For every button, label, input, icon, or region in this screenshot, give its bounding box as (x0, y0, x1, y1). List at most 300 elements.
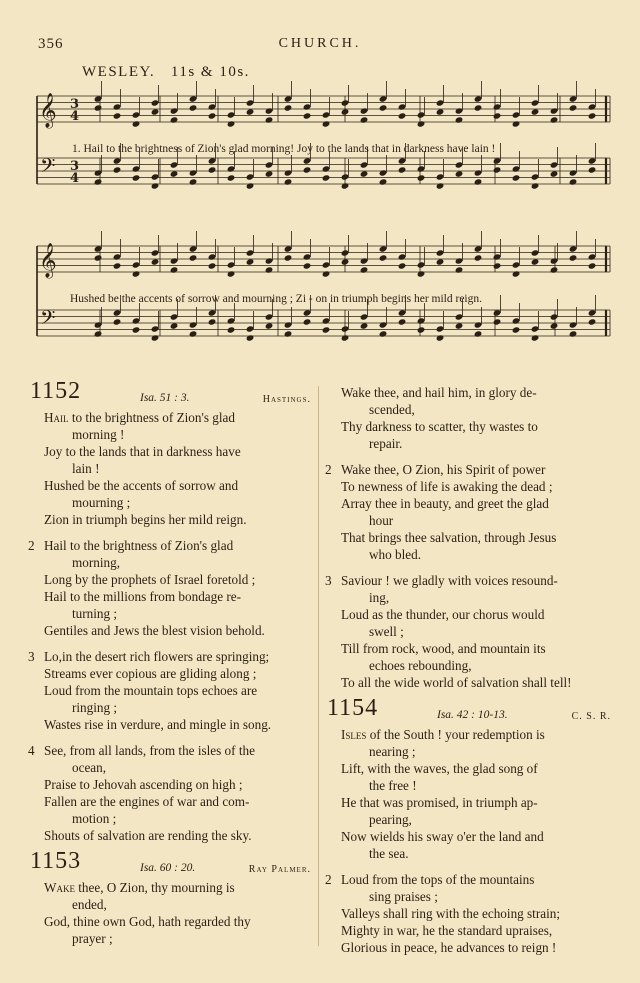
note-head (379, 104, 388, 111)
note-head (531, 182, 540, 189)
stanza (325, 726, 613, 862)
note-head (208, 112, 217, 119)
note-head (569, 254, 578, 261)
note-head (569, 95, 578, 102)
note-head (189, 254, 198, 261)
note-head (474, 178, 483, 185)
verse-line: Thy darkness to scatter, thy wastes to (341, 419, 538, 434)
verse-line: lain ! (72, 461, 100, 476)
note-head (151, 334, 160, 341)
note-head (417, 120, 426, 127)
note-head (398, 318, 407, 325)
note-head (474, 169, 483, 176)
verse-line: To newness of life is awaking the dead ; (341, 479, 553, 494)
verse-line: Praise to Jehovah ascending on high ; (44, 777, 243, 792)
note-head (303, 253, 312, 260)
verse-line: swell ; (369, 624, 404, 639)
time-signature: 3 (70, 159, 80, 174)
note-head (588, 166, 597, 173)
note-head (417, 165, 426, 172)
note-head (113, 112, 122, 119)
note-head (151, 108, 160, 115)
verse-line: Hail to the brightness of Zion's glad (44, 538, 234, 553)
first-word: Wake (44, 880, 75, 895)
verse-line: Lo,in the desert rich flowers are springing; (44, 649, 270, 664)
verse-line: Wastes rise in verdure, and mingle in song. (44, 717, 272, 732)
verse-line: Valleys shall ring with the echoing strain; (341, 906, 561, 921)
note-head (132, 120, 141, 127)
note-head (94, 178, 103, 185)
verse-line: Wake thee, O Zion, thy mourning is (44, 880, 235, 895)
note-head (113, 166, 122, 173)
verse-line: Shouts of salvation are rending the sky. (44, 828, 252, 843)
column-divider (318, 386, 319, 946)
note-head (512, 326, 521, 333)
left-column (28, 378, 313, 956)
hymn-1152-text (28, 409, 313, 844)
note-head (265, 170, 274, 177)
note-head (151, 173, 160, 180)
scripture-reference: Isa. 51 : 3. (140, 392, 190, 404)
verse-line: ing, (369, 590, 390, 605)
first-word: Isles (341, 727, 367, 742)
note-head (284, 95, 293, 102)
note-head (379, 178, 388, 185)
verse-line: Array thee in beauty, and greet the glad (341, 496, 549, 511)
note-head (303, 318, 312, 325)
note-head (303, 309, 312, 316)
note-head (322, 120, 331, 127)
note-head (455, 266, 464, 273)
verse-line: repair. (369, 436, 403, 451)
note-head (512, 261, 521, 268)
verse-line: Fallen are the engines of war and com- (44, 794, 250, 809)
note-head (493, 309, 502, 316)
verse-line: Mighty in war, he the standard upraises, (341, 923, 553, 938)
note-head (588, 309, 597, 316)
verse-line: Hail to the millions from bondage re- (44, 589, 242, 604)
verse-line: Hushed be the accents of sorrow and (44, 478, 239, 493)
bass-clef-icon: 𝄢 (40, 306, 56, 334)
stanza-number: 4 (28, 743, 35, 758)
lyric-underlay-line-1: 1. Hail to the brightness of Zion's glad morning! Joy to the lands that in darkness have lain ! (72, 143, 496, 155)
note-head (189, 330, 198, 337)
note-head (341, 334, 350, 341)
note-head (436, 173, 445, 180)
note-head (455, 170, 464, 177)
note-head (531, 258, 540, 265)
verse-line: Now wields his sway o'er the land and (341, 829, 544, 844)
note-head (227, 120, 236, 127)
note-head (208, 262, 217, 269)
note-head (512, 270, 521, 277)
verse-line: prayer ; (72, 931, 113, 946)
note-head (113, 103, 122, 110)
note-head (550, 313, 559, 320)
tune-reference: Hastings. (262, 394, 311, 405)
note-head (455, 322, 464, 329)
note-head (246, 249, 255, 256)
verse-line: turning ; (72, 606, 118, 621)
note-head (531, 334, 540, 341)
note-head (113, 253, 122, 260)
verse-line: He that was promised, in triumph ap- (341, 795, 538, 810)
note-head (284, 254, 293, 261)
note-head (151, 249, 160, 256)
note-head (360, 322, 369, 329)
note-head (322, 317, 331, 324)
note-head (227, 111, 236, 118)
note-head (531, 173, 540, 180)
note-head (588, 253, 597, 260)
note-head (113, 157, 122, 164)
note-head (493, 166, 502, 173)
note-head (417, 317, 426, 324)
note-head (113, 262, 122, 269)
page-number: 356 (38, 36, 64, 52)
verse-line: Long by the prophets of Israel foretold ; (44, 572, 256, 587)
note-head (417, 174, 426, 181)
note-head (512, 317, 521, 324)
note-head (360, 266, 369, 273)
verse-line: God, thine own God, hath regarded thy (44, 914, 251, 929)
note-head (151, 182, 160, 189)
stanza-number: 2 (325, 462, 332, 477)
note-head (417, 261, 426, 268)
stanza (325, 871, 613, 956)
note-head (265, 107, 274, 114)
note-head (284, 169, 293, 176)
note-head (94, 254, 103, 261)
hymn-1153-continuation (325, 384, 613, 452)
note-head (94, 321, 103, 328)
note-head (303, 157, 312, 164)
stanza (28, 648, 313, 733)
note-head (284, 104, 293, 111)
note-head (246, 99, 255, 106)
note-head (265, 266, 274, 273)
note-head (379, 245, 388, 252)
note-head (436, 99, 445, 106)
note-head (493, 253, 502, 260)
note-head (417, 111, 426, 118)
note-head (132, 165, 141, 172)
note-head (417, 326, 426, 333)
stanza-number: 2 (325, 872, 332, 887)
note-head (455, 116, 464, 123)
note-head (474, 95, 483, 102)
note-head (569, 321, 578, 328)
note-head (588, 112, 597, 119)
note-head (531, 108, 540, 115)
note-head (379, 169, 388, 176)
note-head (322, 261, 331, 268)
note-head (94, 245, 103, 252)
page-header: CHURCH. (278, 36, 362, 51)
note-head (189, 321, 198, 328)
note-head (170, 257, 179, 264)
note-head (227, 261, 236, 268)
note-head (550, 107, 559, 114)
verse-line: motion ; (72, 811, 117, 826)
note-head (265, 161, 274, 168)
note-head (284, 178, 293, 185)
note-head (588, 103, 597, 110)
note-head (550, 116, 559, 123)
hymn-heading (28, 848, 313, 879)
verse-line: mourning ; (72, 495, 131, 510)
note-head (493, 318, 502, 325)
note-head (94, 169, 103, 176)
hymn-1153-stanzas (325, 461, 613, 691)
verse-line: the sea. (369, 846, 409, 861)
note-head (493, 112, 502, 119)
verse-line: who bled. (369, 547, 422, 562)
note-head (227, 165, 236, 172)
verse-line: To all the wide world of salvation shall tell! (341, 675, 572, 690)
note-head (132, 270, 141, 277)
note-head (341, 108, 350, 115)
note-head (151, 258, 160, 265)
note-head (151, 99, 160, 106)
verse-line: pearing, (369, 812, 412, 827)
note-head (550, 266, 559, 273)
note-head (588, 262, 597, 269)
note-head (246, 325, 255, 332)
note-head (455, 107, 464, 114)
treble-clef-icon: 𝄞 (39, 243, 57, 278)
note-head (227, 326, 236, 333)
note-head (227, 270, 236, 277)
note-head (170, 161, 179, 168)
note-head (208, 253, 217, 260)
note-head (208, 157, 217, 164)
verse-line: Wake thee, O Zion, his Spirit of power (341, 462, 546, 477)
note-head (360, 170, 369, 177)
note-head (455, 257, 464, 264)
treble-clef-icon: 𝄞 (39, 93, 57, 128)
note-head (398, 166, 407, 173)
note-head (531, 325, 540, 332)
note-head (379, 95, 388, 102)
note-head (227, 174, 236, 181)
note-head (360, 107, 369, 114)
note-head (132, 261, 141, 268)
verse-line: Zion in triumph begins her mild reign. (44, 512, 247, 527)
note-head (550, 161, 559, 168)
time-signature: 4 (70, 109, 80, 124)
verse-line: ended, (72, 897, 107, 912)
note-head (246, 258, 255, 265)
note-head (284, 330, 293, 337)
verse-line: echoes rebounding, (369, 658, 472, 673)
verse-line: Gentiles and Jews the blest vision behold. (44, 623, 265, 638)
hymn-heading (325, 695, 613, 726)
hymn-1154-text (325, 726, 613, 956)
verse-line: See, from all lands, from the isles of the (44, 743, 255, 758)
tune-name: WESLEY. (82, 64, 156, 80)
verse-line: Streams ever copious are gliding along ; (44, 666, 257, 681)
note-head (208, 166, 217, 173)
tune-reference: Ray Palmer. (248, 864, 311, 875)
note-head (360, 257, 369, 264)
note-head (341, 99, 350, 106)
note-head (550, 257, 559, 264)
stanza (28, 537, 313, 639)
note-head (398, 309, 407, 316)
note-head (436, 334, 445, 341)
note-head (246, 173, 255, 180)
note-head (512, 174, 521, 181)
note-head (170, 107, 179, 114)
note-head (170, 266, 179, 273)
verse-line: Glorious in peace, he advances to reign ! (341, 940, 557, 955)
note-head (113, 309, 122, 316)
note-head (170, 313, 179, 320)
note-head (474, 104, 483, 111)
verse-line: Joy to the lands that in darkness have (44, 444, 241, 459)
stanza (325, 384, 613, 452)
note-head (303, 112, 312, 119)
note-head (303, 166, 312, 173)
note-head (550, 322, 559, 329)
note-head (246, 334, 255, 341)
note-head (132, 174, 141, 181)
note-head (341, 182, 350, 189)
verse-line: morning, (72, 555, 120, 570)
note-head (322, 165, 331, 172)
note-head (417, 270, 426, 277)
note-head (398, 262, 407, 269)
note-head (94, 95, 103, 102)
note-head (132, 317, 141, 324)
note-head (569, 104, 578, 111)
note-head (341, 249, 350, 256)
note-head (341, 325, 350, 332)
note-head (379, 254, 388, 261)
note-head (531, 249, 540, 256)
note-head (265, 322, 274, 329)
verse-line: morning ! (72, 427, 125, 442)
verse-line: scended, (369, 402, 415, 417)
note-head (569, 330, 578, 337)
note-head (379, 321, 388, 328)
note-head (341, 173, 350, 180)
note-head (303, 103, 312, 110)
bass-clef-icon: 𝄢 (40, 154, 56, 182)
verse-line: the free ! (369, 778, 417, 793)
stanza-number: 3 (28, 649, 35, 664)
stanza (28, 742, 313, 844)
verse-line: Loud as the thunder, our chorus would (341, 607, 545, 622)
note-head (398, 103, 407, 110)
note-head (322, 174, 331, 181)
note-head (379, 330, 388, 337)
hymn-number: 1154 (327, 695, 379, 721)
scripture-reference: Isa. 60 : 20. (140, 862, 196, 874)
note-head (398, 157, 407, 164)
note-head (303, 262, 312, 269)
verse-line: Loud from the mountain tops echoes are (44, 683, 258, 698)
note-head (265, 257, 274, 264)
note-head (322, 270, 331, 277)
tune-meter: 11s & 10s. (170, 64, 250, 80)
verse-line: ringing ; (72, 700, 118, 715)
note-head (94, 330, 103, 337)
stanza (28, 879, 313, 947)
note-head (246, 182, 255, 189)
note-head (550, 170, 559, 177)
note-head (189, 95, 198, 102)
note-head (208, 318, 217, 325)
verse-line: Till from rock, wood, and mountain its (341, 641, 546, 656)
verse-line: hour (369, 513, 394, 528)
note-head (455, 313, 464, 320)
note-head (569, 245, 578, 252)
note-head (94, 104, 103, 111)
note-head (151, 325, 160, 332)
scripture-reference: Isa. 42 : 10-13. (437, 709, 508, 721)
note-head (493, 157, 502, 164)
verse-line: That brings thee salvation, through Jesus (341, 530, 557, 545)
note-head (132, 326, 141, 333)
tune-reference: C. S. R. (571, 711, 611, 722)
note-head (360, 161, 369, 168)
right-column (325, 384, 613, 965)
verse-line: Loud from the tops of the mountains (341, 872, 535, 887)
note-head (322, 111, 331, 118)
note-head (360, 313, 369, 320)
stanza (28, 409, 313, 528)
note-head (284, 245, 293, 252)
hymn-1153-text (28, 879, 313, 947)
note-head (436, 182, 445, 189)
note-head (189, 104, 198, 111)
note-head (265, 116, 274, 123)
verse-line: ocean, (72, 760, 107, 775)
note-head (189, 245, 198, 252)
note-head (208, 309, 217, 316)
note-head (170, 322, 179, 329)
music-score (0, 0, 640, 380)
note-head (588, 318, 597, 325)
note-head (132, 111, 141, 118)
note-head (493, 103, 502, 110)
note-head (246, 108, 255, 115)
note-head (588, 157, 597, 164)
stanza-number: 2 (28, 538, 35, 553)
verse-line: Isles of the South ! your redemption is (341, 727, 545, 742)
note-head (436, 325, 445, 332)
note-head (170, 170, 179, 177)
verse-line: nearing ; (369, 744, 416, 759)
note-head (189, 169, 198, 176)
note-head (189, 178, 198, 185)
note-head (360, 116, 369, 123)
time-signature: 3 (70, 97, 80, 112)
note-head (474, 321, 483, 328)
verse-line: Lift, with the waves, the glad song of (341, 761, 538, 776)
note-head (531, 99, 540, 106)
verse-line: Hail to the brightness of Zion's glad (44, 410, 235, 425)
verse-line: Saviour ! we gladly with voices resound- (341, 573, 558, 588)
lyric-underlay-line-2: Hushed be the accents of sorrow and mourning ; Zi - on in triumph begins her mild reign. (70, 293, 482, 305)
note-head (512, 120, 521, 127)
hymn-number: 1152 (30, 378, 82, 404)
note-head (493, 262, 502, 269)
note-head (474, 254, 483, 261)
note-head (512, 165, 521, 172)
